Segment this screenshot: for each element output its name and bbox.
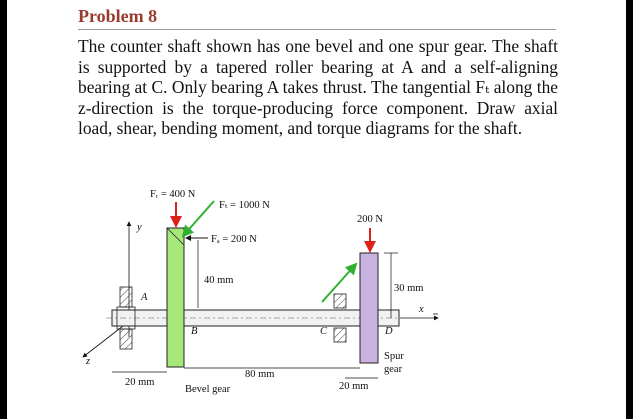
z-axis bbox=[83, 326, 123, 357]
y-axis-label: y bbox=[137, 222, 142, 233]
force-ft-label: Fₜ = 1000 N bbox=[219, 200, 270, 211]
problem-statement: The counter shaft shown has one bevel and one spur gear. The shaft is supported by a tapered roller bearing at A and a self-aligning bearing at C. Only bearing A takes thrust. The tangential Fₜ along the z-direction is the torque-producing force component. Draw axial load, shear, bending moment, and torque diagrams for the shaft. bbox=[78, 36, 558, 138]
z-axis-label: z bbox=[86, 356, 91, 367]
force-spur-label: 200 N bbox=[357, 214, 383, 225]
force-fa-label: Fₐ = 200 N bbox=[211, 234, 257, 245]
x-axis-label: x bbox=[419, 304, 424, 315]
force-ft-arrow bbox=[183, 201, 214, 236]
point-d-label: D bbox=[385, 326, 393, 337]
problem-title: Problem 8 bbox=[78, 6, 158, 26]
dim-40-label: 40 mm bbox=[204, 275, 234, 286]
spur-label-line1: Spur bbox=[384, 351, 404, 362]
dim-80-label: 80 mm bbox=[245, 369, 275, 380]
point-b-label: B bbox=[191, 326, 198, 337]
point-c-label: C bbox=[320, 326, 328, 337]
spur-label-line2: gear bbox=[384, 364, 403, 375]
force-fr-label: Fᵣ = 400 N bbox=[150, 189, 196, 200]
bevel-gear-label: Bevel gear bbox=[185, 384, 231, 395]
dim-20-right-label: 20 mm bbox=[339, 381, 369, 392]
dim-20-left-label: 20 mm bbox=[125, 377, 155, 388]
point-a-label: A bbox=[141, 292, 148, 303]
dim-30-label: 30 mm bbox=[394, 283, 424, 294]
spur-gear bbox=[360, 253, 378, 363]
bevel-gear bbox=[167, 228, 184, 367]
